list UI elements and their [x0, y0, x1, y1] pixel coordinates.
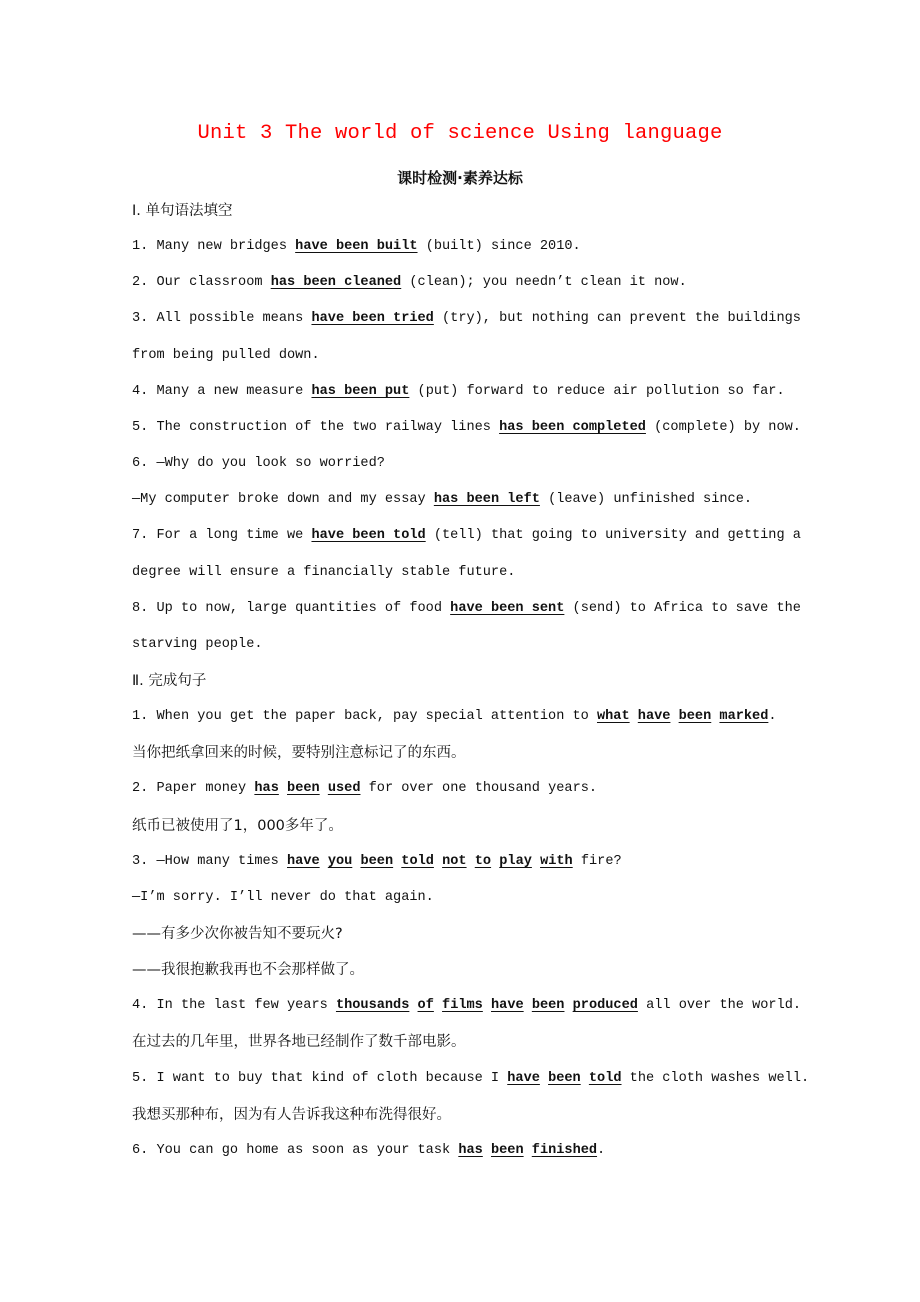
text-line	[132, 888, 434, 908]
answer-blank: has been completed	[499, 419, 646, 435]
text-segment: all over the world.	[637, 998, 802, 1014]
answer-blank: thousands	[335, 998, 410, 1014]
text-segment	[524, 998, 532, 1013]
text-segment: degree will ensure a financially stable future.	[132, 564, 516, 580]
answer-blank: of	[417, 998, 434, 1014]
text-segment	[524, 1143, 532, 1158]
text-line	[132, 960, 364, 980]
text-segment: 4. In the last few years	[132, 998, 336, 1014]
text-segment: the cloth washes well.	[621, 1070, 810, 1086]
text-segment	[434, 998, 442, 1013]
text-segment: (try), but nothing can prevent the buildings	[433, 311, 801, 327]
text-line	[132, 526, 801, 546]
text-line	[132, 852, 622, 872]
document-title: Unit 3 The world of science Using language	[197, 122, 723, 145]
text-line	[132, 924, 343, 944]
text-segment: 5. The construction of the two railway lines	[132, 419, 500, 435]
text-segment	[670, 709, 678, 724]
answer-blank: you	[327, 853, 353, 869]
text-line	[132, 1141, 605, 1161]
document-subtitle: 课时检测·素养达标	[397, 169, 523, 187]
answer-blank: told	[401, 853, 434, 869]
text-segment: (tell) that going to university and getting a	[425, 528, 801, 544]
answer-blank: has been put	[311, 383, 410, 399]
text-segment: 7. For a long time we	[132, 528, 312, 544]
text-segment: 我想买那种布，因为有人告诉我这种布洗得很好。	[132, 1106, 451, 1123]
answer-blank: told	[588, 1070, 622, 1086]
answer-blank: not	[442, 853, 467, 869]
text-segment	[320, 854, 328, 869]
answer-blank: marked	[719, 709, 769, 725]
text-segment: starving people.	[132, 636, 263, 652]
answer-blank: been	[360, 853, 394, 869]
text-segment	[409, 998, 417, 1013]
text-segment: 当你把纸拿回来的时候，要特别注意标记了的东西。	[132, 745, 466, 762]
text-line	[132, 454, 385, 474]
answer-blank: been	[287, 781, 320, 797]
text-segment: (put) forward to reduce air pollution so far.	[409, 383, 785, 399]
text-segment: fire?	[572, 853, 622, 869]
text-line	[132, 599, 801, 619]
text-segment	[467, 854, 475, 869]
answer-blank: with	[540, 853, 573, 869]
answer-blank: what	[596, 709, 630, 725]
text-segment: (clean); you needn’t clean it now.	[401, 275, 687, 291]
text-segment: 2. Our classroom	[132, 275, 271, 291]
text-line	[132, 237, 581, 257]
answer-blank: play	[499, 853, 532, 869]
text-segment: —My computer broke down and my essay	[132, 492, 434, 508]
text-segment	[483, 1143, 491, 1158]
text-line	[132, 671, 206, 691]
answer-blank: been	[678, 709, 712, 725]
text-segment	[279, 781, 287, 796]
text-line	[132, 273, 687, 293]
text-segment: 纸币已被使用了1，000多年了。	[132, 817, 343, 834]
answer-blank: produced	[572, 998, 638, 1014]
text-segment: 4. Many a new measure	[132, 383, 312, 399]
text-segment: 1. Many new bridges	[132, 239, 296, 255]
text-segment	[564, 998, 572, 1013]
text-segment: 1. When you get the paper back, pay special attention to	[132, 709, 597, 725]
answer-blank: have been told	[311, 528, 426, 544]
answer-blank: finished	[531, 1142, 598, 1158]
text-segment: 6. —Why do you look so worried?	[132, 456, 385, 472]
answer-blank: has	[254, 781, 279, 797]
text-segment: Ⅱ. 完成句子	[132, 672, 207, 689]
text-line	[132, 309, 801, 329]
text-segment: 3. —How many times	[132, 853, 287, 869]
answer-blank: have	[507, 1070, 540, 1086]
text-line	[132, 418, 801, 438]
text-segment: Ⅰ. 单句语法填空	[132, 203, 233, 219]
text-line	[132, 779, 597, 799]
answer-blank: films	[442, 998, 483, 1014]
text-segment: 2. Paper money	[132, 781, 255, 797]
answer-blank: have	[637, 709, 671, 725]
text-segment: (complete) by now.	[645, 419, 801, 435]
text-segment: for over one thousand years.	[360, 781, 598, 797]
text-segment	[434, 854, 442, 869]
answer-blank: been	[548, 1070, 581, 1086]
answer-blank: has	[458, 1142, 483, 1158]
text-segment	[630, 709, 638, 724]
text-segment	[532, 854, 540, 869]
text-line	[132, 635, 263, 655]
answer-blank: been	[490, 1142, 524, 1158]
text-segment: 6. You can go home as soon as your task	[132, 1142, 459, 1158]
text-segment: (leave) unfinished since.	[539, 492, 753, 508]
answer-blank: has been cleaned	[270, 275, 402, 291]
text-line	[132, 201, 233, 221]
text-segment: (send) to Africa to save the	[564, 600, 801, 616]
text-segment: (built) since 2010.	[417, 239, 581, 255]
text-line	[132, 382, 785, 402]
answer-blank: have been tried	[311, 311, 434, 327]
text-segment: ——我很抱歉我再也不会那样做了。	[132, 962, 364, 979]
answer-blank: have	[287, 853, 320, 869]
text-segment	[581, 1071, 589, 1086]
text-line	[132, 1069, 809, 1089]
text-line	[132, 816, 343, 836]
text-line	[132, 1105, 451, 1125]
text-line	[132, 743, 466, 763]
text-segment: ——有多少次你被告知不要玩火?	[132, 926, 343, 942]
text-line	[132, 346, 320, 366]
text-segment: .	[768, 709, 777, 725]
answer-blank: have been built	[295, 239, 418, 255]
text-segment	[320, 781, 328, 796]
text-segment: 3. All possible means	[132, 311, 312, 327]
text-segment	[483, 998, 491, 1013]
text-line	[132, 707, 777, 727]
text-segment: 8. Up to now, large quantities of food	[132, 600, 451, 616]
answer-blank: have been sent	[450, 600, 565, 616]
text-line	[132, 1032, 466, 1052]
answer-blank: has been left	[433, 492, 540, 508]
text-line	[132, 996, 801, 1016]
text-line	[132, 490, 752, 510]
answer-blank: used	[327, 781, 361, 797]
text-line	[132, 563, 515, 583]
answer-blank: to	[474, 853, 492, 869]
text-segment: —I’m sorry. I’ll never do that again.	[132, 889, 434, 905]
text-segment: from being pulled down.	[132, 347, 320, 363]
text-segment: .	[597, 1142, 606, 1158]
answer-blank: been	[531, 998, 565, 1014]
answer-blank: have	[491, 998, 524, 1014]
text-segment: 在过去的几年里，世界各地已经制作了数千部电影。	[132, 1034, 466, 1051]
text-segment: 5. I want to buy that kind of cloth because I	[132, 1070, 508, 1086]
text-segment	[540, 1071, 548, 1086]
